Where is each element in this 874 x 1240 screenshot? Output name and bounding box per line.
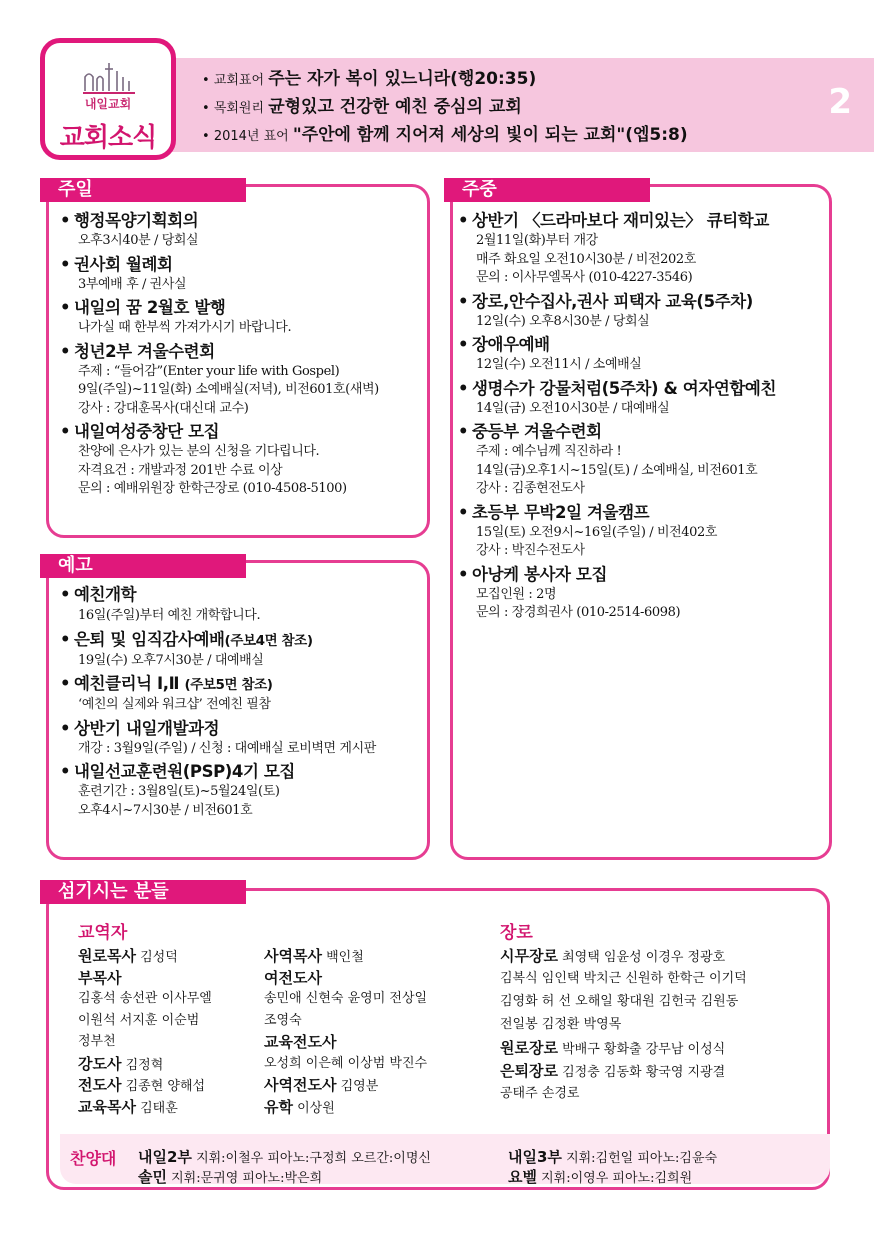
motto-item: • 목회원리 균형있고 건강한 예친 중심의 교회 xyxy=(202,97,522,117)
staff-names: 김홍석 송선관 이사무엘 xyxy=(78,991,212,1006)
logo-name: 내일교회 xyxy=(84,97,132,111)
weekday-list xyxy=(458,210,776,626)
choir-group: 내일3부 지휘:김헌일 피아노:김윤숙 xyxy=(508,1148,718,1166)
staff-names: 박배구 황화출 강무남 이성식 xyxy=(562,1042,726,1057)
list-item: • 내일여성중창단 모집 찬양에 은사가 있는 분의 신청을 기다립니다. 자격요건 : 개발과정 201반 수료 이상 문의 : 예배위원장 한학근장로 (010-4508-5100) xyxy=(60,422,347,496)
staff-names: 전일봉 김정환 박영목 xyxy=(500,1017,622,1032)
staff-row xyxy=(500,969,747,989)
list-item: • 생명수가 강물처럼(5주차) & 여자연합예친 14일(금) 오전10시30분 / 대예배실 xyxy=(458,378,777,416)
staff-names: 공태주 손경로 xyxy=(500,1086,580,1101)
staff-role: 원로목사 xyxy=(78,947,136,965)
sunday-tab: 주일 xyxy=(40,178,246,202)
elders-heading: 장로 xyxy=(500,923,533,943)
staff-names: 이상원 xyxy=(297,1100,335,1116)
list-item: • 초등부 무박2일 겨울캠프 15일(토) 오전9시~16일(주일) / 비전402호 강사 : 박진수전도사 xyxy=(458,502,718,558)
list-item: • 중등부 겨울수련회 주제 : 예수님께 직진하라 ! 14일(금)오후1시~15일(토) / 소예배실, 비전601호 강사 : 김종현전도사 xyxy=(458,422,758,496)
staff-row xyxy=(264,1075,378,1097)
staff-row xyxy=(78,1011,199,1031)
notice-list xyxy=(60,584,376,823)
staff-row xyxy=(78,946,178,968)
list-item: • 아낭케 봉사자 모집 모집인원 : 2명 문의 : 장경희권사 (010-2514-6098) xyxy=(458,564,681,620)
list-item: • 내일의 꿈 2월호 발행 나가실 때 한부씩 가져가시기 바랍니다. xyxy=(60,298,292,335)
motto-item: • 2014년 표어 "주안에 함께 지어져 세상의 빛이 되는 교회"(엡5:8) xyxy=(202,125,688,145)
weekday-tab: 주중 xyxy=(444,178,650,202)
staff-row xyxy=(500,992,738,1012)
staff-role: 은퇴장로 xyxy=(500,1062,558,1080)
staff-row xyxy=(264,1032,336,1054)
staff-names: 김종현 양해섭 xyxy=(125,1079,206,1094)
church-logo-icon xyxy=(81,57,137,97)
section-title: 교회소식 xyxy=(59,123,157,153)
staff-row xyxy=(78,1032,116,1052)
list-item: • 은퇴 및 임직감사예배(주보4면 참조) 19일(수) 오후7시30분 / 대예배실 xyxy=(60,629,313,668)
staff-names: 김정혁 xyxy=(125,1057,164,1073)
staff-role: 여전도사 xyxy=(264,968,322,987)
staff-row xyxy=(500,1084,579,1104)
list-item: • 행정목양기획회의 오후3시40분 / 당회실 xyxy=(60,211,199,248)
staff-tab: 섬기시는 분들 xyxy=(40,880,246,904)
staff-row xyxy=(78,989,212,1009)
staff-row xyxy=(78,968,121,990)
staff-row xyxy=(264,1097,335,1119)
staff-names: 김정충 김동화 황국영 지광결 xyxy=(562,1065,726,1080)
staff-row xyxy=(500,946,725,968)
motto-item: • 교회표어 주는 자가 복이 있느니라(행20:35) xyxy=(202,69,537,89)
staff-role: 부목사 xyxy=(78,968,122,987)
staff-row xyxy=(264,989,427,1009)
staff-names: 김복식 임인택 박치근 신원하 한학근 이기덕 xyxy=(500,971,747,986)
list-item: • 장로,안수집사,권사 피택자 교육(5주차) 12일(수) 오후8시30분 / 당회실 xyxy=(458,291,753,329)
staff-row xyxy=(264,968,322,990)
list-item: • 청년2부 겨울수련회 주제 : “들어감”(Enter your life with Gospel) 9일(주일)~11일(화) 소예배실(저녁), 비전601호(새벽) 강사 : 강대훈목사(대신대 교수) xyxy=(60,341,379,416)
list-item: • 상반기 〈드라마보다 재미있는〉 큐티학교 2월11일(화)부터 개강 매주 화요일 오전10시30분 / 비전202호 문의 : 이사무엘목사 (010-4227-3546) xyxy=(458,211,769,285)
staff-role: 유학 xyxy=(264,1097,293,1116)
staff-names: 김영화 허 선 오해일 황대원 김헌국 김원동 xyxy=(500,994,739,1009)
choir-group: 솔민 지휘:문귀영 피아노:박은희 xyxy=(138,1168,323,1186)
staff-role: 강도사 xyxy=(78,1054,122,1073)
list-item: • 장애우예배 12일(수) 오전11시 / 소예배실 xyxy=(458,335,642,372)
notice-tab: 예고 xyxy=(40,554,246,578)
staff-names: 백인철 xyxy=(326,950,364,965)
list-item: • 예친클리닉 Ⅰ,Ⅱ (주보5면 참조) ‘예친의 실제와 워크샵’ 전예친 필참 xyxy=(60,674,273,712)
staff-role: 원로장로 xyxy=(500,1039,558,1057)
motto-list xyxy=(202,66,688,150)
list-item: • 내일선교훈련원(PSP)4기 모집 훈련기간 : 3월8일(토)~5월24일(토) 오후4시~7시30분 / 비전601호 xyxy=(60,762,295,818)
staff-row xyxy=(264,1054,427,1074)
staff-row xyxy=(500,1015,621,1035)
staff-names: 조영숙 xyxy=(264,1012,302,1028)
list-item: • 상반기 내일개발과정 개강 : 3월9일(주일) / 신청 : 대예배실 로비벽면 게시판 xyxy=(60,718,376,756)
staff-row xyxy=(78,1075,205,1097)
page-number: 2 xyxy=(828,82,852,122)
staff-role: 사역전도사 xyxy=(264,1076,337,1094)
staff-names: 정부천 xyxy=(78,1034,116,1049)
choir-group: 내일2부 지휘:이철우 피아노:구정희 오르간:이명신 xyxy=(138,1148,431,1166)
staff-role: 교육목사 xyxy=(78,1097,136,1116)
list-item: • 예친개학 16일(주일)부터 예친 개학합니다. xyxy=(60,585,261,623)
staff-names: 오성희 이은혜 이상범 박진수 xyxy=(264,1055,428,1071)
ministers-heading: 교역자 xyxy=(78,923,128,943)
staff-role: 전도사 xyxy=(78,1076,122,1094)
staff-row xyxy=(264,946,364,968)
choir-group: 요벨 지휘:이영우 피아노:김희원 xyxy=(508,1168,693,1186)
staff-row xyxy=(78,1054,163,1076)
staff-names: 김영분 xyxy=(340,1079,379,1094)
sunday-list xyxy=(60,210,379,502)
choir-label: 찬양대 xyxy=(70,1149,117,1168)
staff-names: 이원석 서지훈 이순범 xyxy=(78,1012,200,1028)
logo-box xyxy=(40,38,176,160)
staff-role: 사역목사 xyxy=(264,947,322,965)
staff-row xyxy=(264,1011,302,1031)
staff-role: 시무장로 xyxy=(500,947,558,965)
list-item: • 권사회 월례회 3부예배 후 / 권사실 xyxy=(60,254,187,292)
staff-row xyxy=(500,1038,725,1060)
staff-row xyxy=(78,1097,178,1119)
staff-row xyxy=(500,1061,725,1083)
staff-role: 교육전도사 xyxy=(264,1033,337,1051)
staff-names: 최영택 임윤성 이경우 정광호 xyxy=(562,950,726,965)
staff-names: 송민애 신현숙 윤영미 전상일 xyxy=(264,991,428,1006)
staff-names: 김태훈 xyxy=(140,1100,178,1116)
staff-names: 김성덕 xyxy=(140,950,178,965)
